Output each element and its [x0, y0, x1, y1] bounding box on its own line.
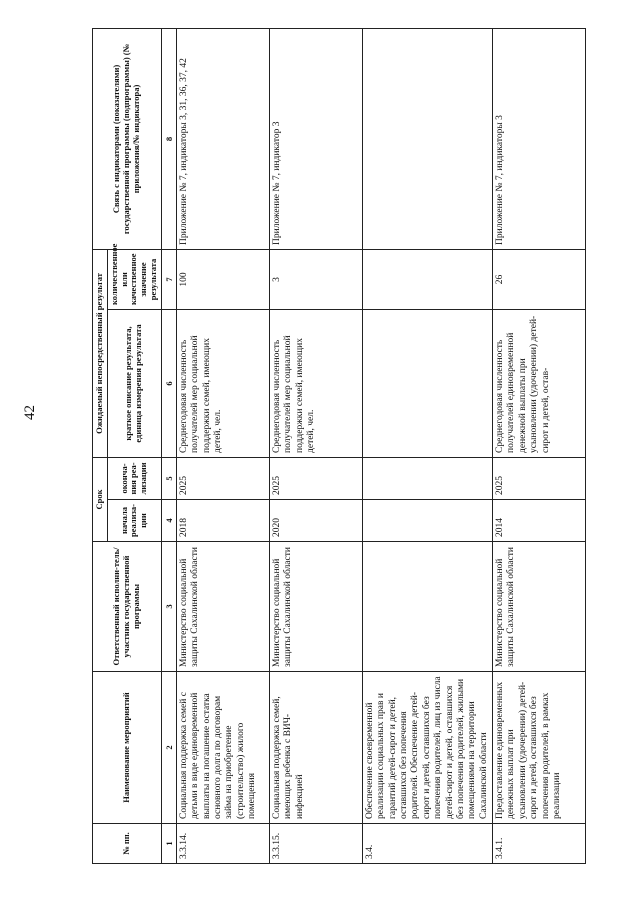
index-cell: 3: [161, 542, 176, 672]
header-end: оконча-ния реа-лизации: [107, 457, 161, 499]
row-name: Социальная поддержка семей, имеющих ребенка с ВИЧ-инфекцией: [269, 672, 362, 824]
rotated-table-container: [92, 29, 597, 864]
row-start: [362, 500, 492, 542]
row-number: 3.3.14.: [176, 824, 269, 864]
header-term: Срок: [93, 457, 108, 541]
column-index-row: [161, 28, 176, 863]
header-number: № пп.: [93, 824, 162, 864]
row-link: [362, 28, 492, 249]
header-result-desc: краткое описание результата, единица измерения результата: [107, 309, 161, 457]
page-number: 42: [22, 405, 38, 420]
table-row: [362, 28, 492, 863]
row-value: 3: [269, 249, 362, 309]
row-name: Предоставление единовременных денежных выплат при усыновлении (удочерении) детей-сирот и детей, оставшихся без попечения родителей, в рамках реализации: [493, 672, 586, 824]
table-row: [493, 28, 586, 863]
index-cell: 6: [161, 309, 176, 457]
header-link: Связь с индикаторами (показателями) государственной программы (подпрограммы) (№ приложения/№ индикатора): [93, 28, 162, 249]
row-start: 2018: [176, 500, 269, 542]
row-end: 2025: [176, 457, 269, 499]
row-desc: [362, 309, 492, 457]
index-cell: 2: [161, 672, 176, 824]
row-value: [362, 249, 492, 309]
row-name: Социальная поддержка семей с детьми в виде единовременной выплаты на погашение остатка основного долга по договорам займа на приобретение (строительство) жилого помещения: [176, 672, 269, 824]
index-cell: 8: [161, 28, 176, 249]
row-executor: Министерство социальной защиты Сахалинской области: [493, 542, 586, 672]
index-cell: 7: [161, 249, 176, 309]
row-number: 3.3.15.: [269, 824, 362, 864]
index-cell: 5: [161, 457, 176, 499]
table-row: [269, 28, 362, 863]
row-number: 3.4.: [362, 824, 492, 864]
row-link: Приложение № 7, индикатор 3: [269, 28, 362, 249]
index-cell: 1: [161, 824, 176, 864]
row-executor: Министерство социальной защиты Сахалинской области: [176, 542, 269, 672]
row-end: [362, 457, 492, 499]
table-row: [176, 28, 269, 863]
row-link: Приложение № 7, индикаторы 3, 31, 36, 37, 42: [176, 28, 269, 249]
row-desc: Среднегодовая численность получателей мер социальной поддержки семей, имеющих детей, чел.: [269, 309, 362, 457]
row-end: 2025: [493, 457, 586, 499]
header-result: Ожидаемый непосредственный результат: [93, 249, 108, 457]
header-start: начала реализа-ции: [107, 500, 161, 542]
row-link: Приложение № 7, индикаторы 3: [493, 28, 586, 249]
row-value: 26: [493, 249, 586, 309]
header-result-value: количественное или качественное значение результата: [107, 249, 161, 309]
row-start: 2014: [493, 500, 586, 542]
header-name: Наименование мероприятий: [93, 672, 162, 824]
row-desc: Среднегодовая численность получателей единовременной денежной выплаты при усыновлении (удочерении) детей-сирот и детей, остав-: [493, 309, 586, 457]
row-value: 100: [176, 249, 269, 309]
measures-table: [92, 28, 586, 864]
header-executor: Ответственный исполни-тель/участник государственной программы: [93, 542, 162, 672]
row-start: 2020: [269, 500, 362, 542]
row-executor: [362, 542, 492, 672]
row-end: 2025: [269, 457, 362, 499]
index-cell: 4: [161, 500, 176, 542]
row-number: 3.4.1.: [493, 824, 586, 864]
row-executor: Министерство социальной защиты Сахалинской области: [269, 542, 362, 672]
row-name: Обеспечение своевременной реализации социальных прав и гарантий детей-сирот и детей, оставшихся без попечения родителей. Обеспечение детей-сирот и детей, оставшихся без попечения родителей, лиц из числа детей-сирот и детей, оставшихся без попечения родителей, жилыми помещениями на территории Сахалинской области: [362, 672, 492, 824]
row-desc: Среднегодовая численность получателей мер социальной поддержки семей, имеющих детей, чел.: [176, 309, 269, 457]
